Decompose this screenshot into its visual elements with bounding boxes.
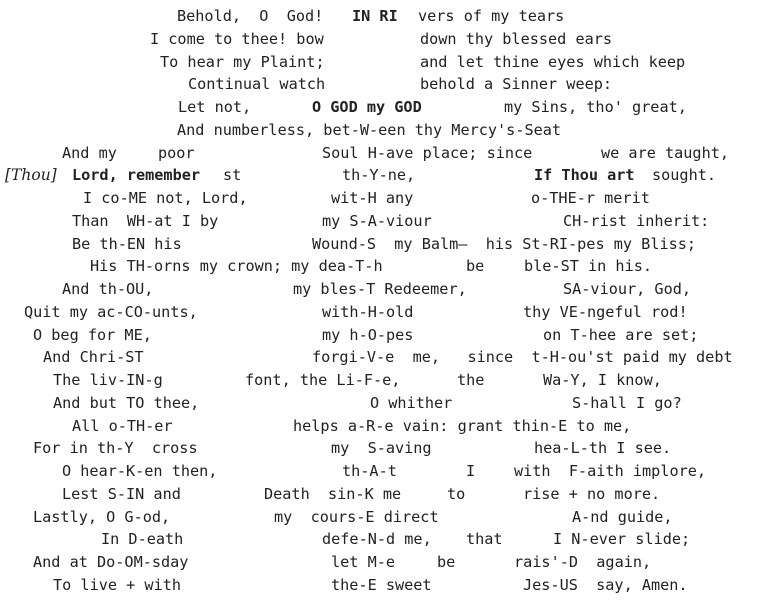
poem-segment: I: [466, 462, 476, 480]
poem-segment: If Thou art: [534, 166, 635, 185]
poem-segment: To live + with: [53, 575, 182, 594]
poem-segment: A-nd guide,: [572, 507, 673, 526]
poem-segment: I N-ever slide;: [553, 530, 691, 549]
poem-segment: vers of my tears: [418, 7, 565, 25]
poem-segment: And at Do-OM-sday: [33, 553, 189, 571]
poem-segment: O GOD my GOD: [312, 98, 422, 116]
poem-segment: O beg for ME,: [33, 325, 152, 344]
poem-segment: Lest S-IN and: [62, 484, 181, 503]
poem-segment: His TH-orns my crown; my dea-T-h: [90, 257, 383, 276]
poem-segment: [Thou]: [5, 166, 62, 185]
poem-segment: th-Y-ne,: [342, 166, 416, 185]
poem-segment: rais'-D again,: [514, 553, 652, 571]
poem-segment: And but TO thee,: [53, 393, 200, 412]
poem-segment: my S-A-viour: [322, 211, 432, 230]
poem-segment: rise + no more.: [523, 484, 661, 503]
poem-segment: with F-aith implore,: [514, 462, 707, 480]
poem-segment: Death sin-K me: [264, 484, 402, 503]
poem-segment: SA-viour, God,: [563, 280, 692, 298]
poem-segment: on T-hee are set;: [543, 325, 699, 344]
poem-segment: And my: [62, 143, 117, 162]
poem-segment: o-THE-r merit: [531, 189, 650, 207]
poem-segment: forgi-V-e me, since t-H-ou'st paid my debt: [312, 348, 733, 367]
poem-segment: be: [466, 257, 485, 276]
poem-segment: S-hall I go?: [572, 393, 682, 412]
poem-segment: Behold, O God!: [177, 7, 333, 25]
poem-segment: let M-e: [331, 553, 396, 571]
poem-segment: IN RI: [352, 7, 398, 25]
poem-segment: and let thine eyes which keep: [420, 52, 686, 71]
poem-segment: Let not,: [178, 98, 252, 116]
poem-segment: th-A-t: [342, 462, 397, 480]
poem-segment: And th-OU,: [62, 280, 154, 298]
poem-segment: Wa-Y, I know,: [543, 371, 662, 389]
poem-segment: Quit my ac-CO-unts,: [24, 302, 198, 321]
poem-segment: font, the Li-F-e,: [245, 371, 401, 389]
poem-segment: thy VE-ngeful rod!: [523, 302, 688, 321]
poem-segment: defe-N-d me,: [322, 530, 432, 549]
poem-segment: The liv-IN-g: [53, 371, 163, 389]
poem-segment: we are taught,: [601, 143, 730, 162]
poem-segment: be: [437, 553, 456, 571]
poem-segment: I come to thee! bow: [150, 29, 324, 48]
poem-segment: my cours-E direct: [274, 507, 439, 526]
poem-segment: Lord, remember: [72, 166, 201, 185]
poem-segment: All o-TH-er: [72, 416, 173, 435]
poem-segment: In D-eath: [101, 530, 184, 549]
poem-segment: my S-aving: [331, 439, 432, 458]
poem-segment: CH-rist inherit:: [563, 211, 710, 230]
poem-segment: And Chri-ST: [43, 348, 144, 367]
poem-segment: helps a-R-e vain: grant thin-E to me,: [293, 416, 632, 435]
poem-segment: Be th-EN his: [72, 234, 182, 253]
poem-segment: Jes-US say, Amen.: [523, 575, 688, 594]
poem-segment: O hear-K-en then,: [62, 462, 218, 480]
poem-segment: O whither: [370, 393, 453, 412]
poem-segment: sought.: [652, 166, 717, 185]
poem-segment: I co-ME not, Lord,: [83, 189, 248, 207]
poem-segment: ble-ST in his.: [524, 257, 653, 276]
poem-segment: Wound-S my Balm— his St-RI-pes my Bliss;: [312, 234, 697, 253]
poem-segment: For in th-Y cross: [33, 439, 198, 458]
poem-segment: hea-L-th I see.: [534, 439, 672, 458]
poem-segment: wit-H any: [331, 189, 414, 207]
poem-segment: the-E sweet: [331, 575, 432, 594]
poem-segment: with-H-old: [322, 302, 414, 321]
poem-segment: Soul H-ave place; since: [322, 143, 533, 162]
poem-segment: my bles-T Redeemer,: [293, 280, 467, 298]
poem-segment: the: [457, 371, 485, 389]
poem-segment: behold a Sinner weep:: [420, 75, 613, 94]
poem-segment: To hear my Plaint;: [160, 52, 325, 71]
poem-segment: st: [223, 166, 242, 185]
poem-segment: down thy blessed ears: [420, 29, 613, 48]
poem-segment: that: [466, 530, 503, 549]
poem-segment: And numberless, bet-W-een thy Mercy's-Seat: [177, 120, 562, 139]
poem-segment: my h-O-pes: [322, 325, 414, 344]
poem-segment: Than WH-at I by: [72, 211, 219, 230]
poem-segment: Lastly, O G-od,: [33, 507, 171, 526]
poem-segment: poor: [158, 143, 195, 162]
poem-segment: my Sins, tho' great,: [504, 98, 687, 116]
poem-segment: to: [447, 484, 466, 503]
poem-segment: Continual watch: [188, 75, 326, 94]
